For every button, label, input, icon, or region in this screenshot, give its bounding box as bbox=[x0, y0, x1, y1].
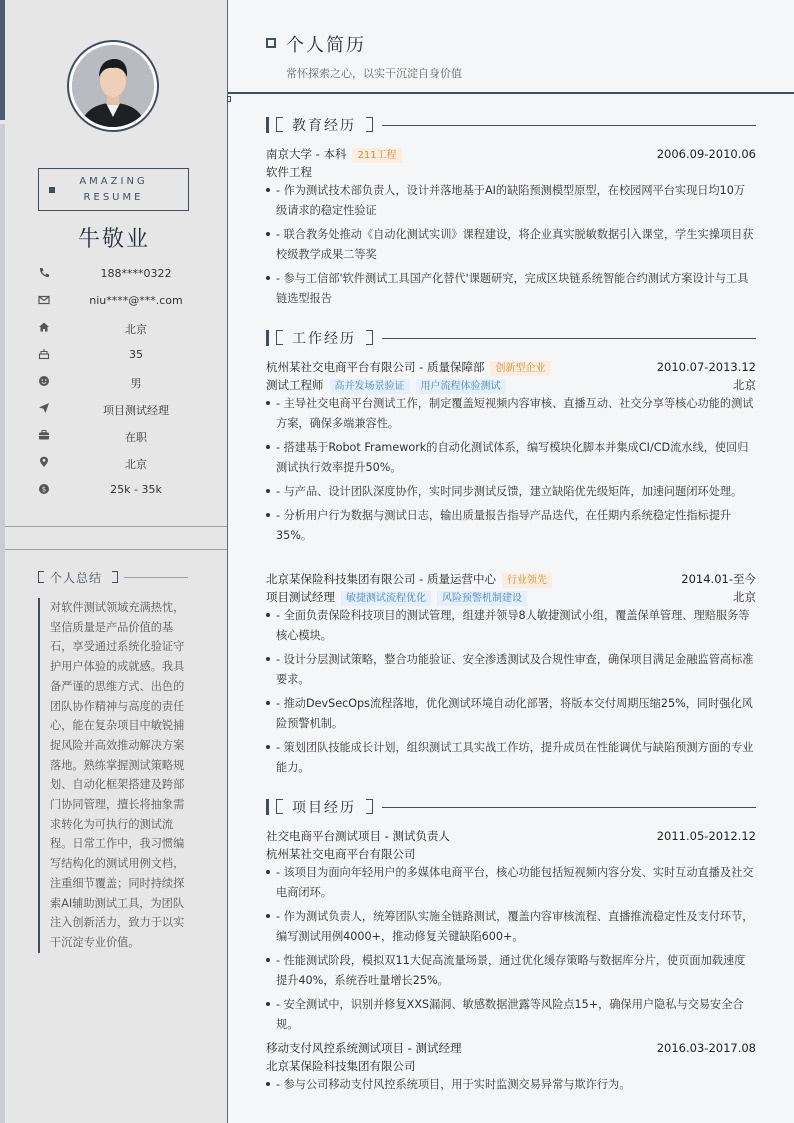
bullet-dot-icon bbox=[266, 745, 270, 749]
bullet-dot-icon bbox=[266, 613, 270, 617]
project-2-header bbox=[266, 1039, 756, 1057]
info-row-salary bbox=[0, 477, 228, 504]
info-row-age bbox=[0, 342, 228, 369]
education-major: 软件工程 bbox=[266, 165, 312, 179]
section-title: 工作经历 bbox=[292, 331, 356, 347]
section-title: 教育经历 bbox=[292, 118, 356, 134]
bracket-left-icon bbox=[276, 799, 283, 814]
title-divider bbox=[228, 92, 794, 94]
section-heading-work bbox=[266, 329, 756, 347]
bracket-left-icon bbox=[276, 330, 283, 345]
avatar-photo bbox=[72, 45, 154, 127]
avatar bbox=[67, 40, 159, 132]
job-1-role-row bbox=[266, 376, 756, 394]
bracket-right-icon bbox=[366, 330, 373, 345]
project-1-org-row bbox=[266, 845, 756, 863]
info-gender: 男 bbox=[130, 377, 142, 390]
bullet-dot-icon bbox=[266, 401, 270, 405]
list-item bbox=[266, 606, 756, 646]
section-heading-projects bbox=[266, 798, 756, 816]
project-org: 杭州某社交电商平台有限公司 bbox=[266, 847, 416, 861]
summary-title: 个人总结 bbox=[50, 571, 103, 585]
bullet-dot-icon bbox=[266, 958, 270, 962]
info-row-position bbox=[0, 396, 228, 423]
project-date: 2011.05-2012.12 bbox=[656, 829, 756, 843]
section-bar-icon bbox=[266, 799, 269, 815]
bracket-right-icon bbox=[366, 117, 373, 132]
list-item bbox=[266, 650, 756, 690]
list-item bbox=[266, 738, 756, 778]
bracket-right-icon bbox=[112, 571, 118, 583]
summary-heading bbox=[38, 569, 188, 585]
education-header bbox=[266, 145, 756, 163]
info-status: 在职 bbox=[125, 431, 147, 444]
bullet-text: - 主导社交电商平台测试工作，制定覆盖短视频内容审核、直播互动、社交分享等核心功能的测试方案，确保多端兼容性。 bbox=[276, 397, 754, 430]
job-date: 2014.01-至今 bbox=[681, 572, 756, 586]
company-tag: 创新型企业 bbox=[490, 361, 550, 376]
list-item bbox=[266, 438, 756, 478]
badge-line-1: AMAZING bbox=[79, 176, 148, 187]
badge-line-2: RESUME bbox=[83, 192, 144, 203]
list-item bbox=[266, 394, 756, 434]
project-2-org-row bbox=[266, 1057, 756, 1075]
sidebar-divider-top bbox=[5, 526, 227, 527]
badge-square-icon bbox=[49, 187, 55, 193]
info-row-location bbox=[0, 450, 228, 477]
project-2-bullets bbox=[266, 1075, 756, 1099]
bullet-text: - 性能测试阶段，模拟双11大促高流量场景，通过优化缓存策略与数据库分片，使页面加载速度提升40%，系统吞吐量增长25%。 bbox=[276, 954, 746, 987]
page-subtitle: 常怀探索之心，以实干沉淀自身价值 bbox=[286, 67, 462, 80]
company-tag: 行业领先 bbox=[502, 573, 552, 588]
project-1-header bbox=[266, 827, 756, 845]
bullet-dot-icon bbox=[266, 276, 270, 280]
bullet-text: - 搭建基于Robot Framework的自动化测试体系，编写模块化脚本并集成CI/CD流水线，使回归测试执行效率提升50%。 bbox=[276, 441, 749, 474]
info-row-email bbox=[0, 288, 228, 315]
bullet-dot-icon bbox=[266, 914, 270, 918]
list-item bbox=[266, 269, 756, 309]
bullet-text: - 分析用户行为数据与测试日志，输出质量报告指导产品迭代，在任期内系统稳定性指标提升35%。 bbox=[276, 509, 732, 542]
info-email: niu****@***.com bbox=[89, 294, 183, 307]
list-item bbox=[266, 951, 756, 991]
job-2-header bbox=[266, 570, 756, 588]
info-age: 35 bbox=[129, 348, 143, 361]
job-role: 测试工程师 bbox=[266, 378, 324, 392]
bullet-dot-icon bbox=[266, 1082, 270, 1086]
sidebar-accent-bar bbox=[0, 0, 5, 120]
bullet-text: - 联合教务处推动《自动化测试实训》课程建设，将企业真实脱敏数据引入课堂，学生实操项目获校级教学成果二等奖 bbox=[276, 228, 754, 261]
bullet-dot-icon bbox=[266, 513, 270, 517]
person-name: 牛敬业 bbox=[77, 227, 150, 252]
bullet-text: - 设计分层测试策略，整合功能验证、安全渗透测试及合规性审查，确保项目满足金融监管高标准要求。 bbox=[276, 653, 754, 686]
project-org: 北京某保险科技集团有限公司 bbox=[266, 1059, 416, 1073]
summary-rule bbox=[124, 577, 188, 578]
section-rule bbox=[382, 338, 756, 339]
list-item bbox=[266, 1075, 756, 1095]
job-1-bullets bbox=[266, 394, 756, 550]
bracket-right-icon bbox=[366, 799, 373, 814]
section-rule bbox=[382, 125, 756, 126]
info-position: 项目测试经理 bbox=[103, 404, 169, 417]
education-bullets bbox=[266, 181, 756, 313]
bullet-text: - 推动DevSecOps流程落地，优化测试环境自动化部署，将版本交付周期压缩25%，同时强化风险预警机制。 bbox=[276, 697, 753, 730]
bullet-text: - 策划团队技能成长计划，组织测试工具实战工作坊，提升成员在性能调优与缺陷预测方面的专业能力。 bbox=[276, 741, 754, 774]
bullet-text: - 作为测试负责人，统筹团队实施全链路测试，覆盖内容审核流程、直播推流稳定性及支付环节，编写测试用例4000+，推动修复关键缺陷600+。 bbox=[276, 910, 754, 943]
info-row-city bbox=[0, 315, 228, 342]
contact-info-list bbox=[0, 261, 228, 504]
info-phone: 188****0322 bbox=[100, 267, 172, 280]
section-heading-education bbox=[266, 116, 756, 134]
bullet-text: - 参与工信部'软件测试工具国产化替代'课题研究，完成区块链系统智能合约测试方案设计与工具链选型报告 bbox=[276, 272, 749, 305]
list-item bbox=[266, 225, 756, 265]
bullet-dot-icon bbox=[266, 657, 270, 661]
bullet-dot-icon bbox=[266, 188, 270, 192]
amazing-resume-badge bbox=[38, 168, 189, 211]
bullet-dot-icon bbox=[266, 445, 270, 449]
list-item bbox=[266, 863, 756, 903]
role-tag: 风险预警机制建设 bbox=[437, 591, 527, 606]
svg-text:$: $ bbox=[41, 485, 47, 494]
education-date: 2006.09-2010.06 bbox=[656, 147, 756, 161]
role-tag: 用户流程体验测试 bbox=[416, 379, 506, 394]
project-1-bullets bbox=[266, 863, 756, 1039]
bullet-text: - 与产品、设计团队深度协作，实时同步测试反馈，建立缺陷优先级矩阵，加速问题闭环处理。 bbox=[276, 485, 743, 498]
bullet-text: - 该项目为面向年轻用户的多媒体电商平台，核心功能包括短视频内容分发、实时互动直播及社交电商闭环。 bbox=[276, 866, 754, 899]
bullet-text: - 全面负责保险科技项目的测试管理，组建并领导8人敏捷测试小组，覆盖保单管理、理赔服务等核心模块。 bbox=[276, 609, 750, 642]
job-date: 2010.07-2013.12 bbox=[656, 360, 756, 374]
sidebar-divider-bottom bbox=[5, 549, 227, 550]
job-2-role-row bbox=[266, 588, 756, 606]
job-city: 北京 bbox=[733, 378, 756, 392]
page-title: 个人简历 bbox=[286, 35, 366, 56]
corner-mark bbox=[227, 96, 231, 102]
bullet-dot-icon bbox=[266, 701, 270, 705]
role-tag: 敏捷测试流程优化 bbox=[341, 591, 431, 606]
bullet-text: - 参与公司移动支付风控系统项目，用于实时监测交易异常与欺诈行为。 bbox=[276, 1078, 631, 1091]
list-item bbox=[266, 181, 756, 221]
info-row-phone bbox=[0, 261, 228, 288]
info-city: 北京 bbox=[125, 323, 147, 336]
section-bar-icon bbox=[266, 117, 269, 133]
job-company: 杭州某社交电商平台有限公司 - 质量保障部 bbox=[266, 360, 485, 374]
role-tag: 高并发场景验证 bbox=[330, 379, 410, 394]
section-bar-icon bbox=[266, 330, 269, 346]
list-item bbox=[266, 694, 756, 734]
section-title: 项目经历 bbox=[292, 800, 356, 816]
bullet-dot-icon bbox=[266, 870, 270, 874]
summary-text: 对软件测试领域充满热忱，坚信质量是产品价值的基石，享受通过系统化验证守护用户体验的成就感。我具备严谨的思维方式、出色的团队协作精神与高度的责任心，能在复杂项目中敏锐捕捉风险并高效推动解决方案落地。熟练掌握测试策略规划、自动化框架搭建及跨部门协同管理，擅长将抽象需求转化为可执行的测试流程。日常工作中，我习惯编写结构化的测试用例文档，注重细节覆盖；同时持续探索AI辅助测试工具，为团队注入创新活力，致力于以实干沉淀专业价值。 bbox=[38, 598, 186, 953]
education-major-row bbox=[266, 163, 756, 181]
info-row-status bbox=[0, 423, 228, 450]
bullet-dot-icon bbox=[266, 489, 270, 493]
list-item bbox=[266, 907, 756, 947]
title-square-icon bbox=[266, 38, 276, 48]
school-tag: 211工程 bbox=[352, 148, 401, 163]
list-item bbox=[266, 506, 756, 546]
project-name: 社交电商平台测试项目 - 测试负责人 bbox=[266, 829, 450, 843]
job-1-header bbox=[266, 358, 756, 376]
bullet-text: - 安全测试中，识别并修复XXS漏洞、敏感数据泄露等风险点15+，确保用户隐私与交易安全合规。 bbox=[276, 998, 744, 1031]
info-salary: 25k - 35k bbox=[110, 483, 162, 496]
job-2-bullets bbox=[266, 606, 756, 782]
sidebar bbox=[0, 0, 228, 1123]
project-date: 2016.03-2017.08 bbox=[656, 1041, 756, 1055]
job-role: 项目测试经理 bbox=[266, 590, 335, 604]
bullet-text: - 作为测试技术部负责人，设计并落地基于AI的缺陷预测模型原型，在校园网平台实现日均10万级请求的稳定性验证 bbox=[276, 184, 746, 217]
main-content bbox=[228, 0, 794, 1123]
job-city: 北京 bbox=[733, 590, 756, 604]
info-location: 北京 bbox=[125, 458, 147, 471]
school-line: 南京大学 - 本科 bbox=[266, 147, 347, 161]
job-company: 北京某保险科技集团有限公司 - 质量运营中心 bbox=[266, 572, 496, 586]
bullet-dot-icon bbox=[266, 1002, 270, 1006]
bracket-left-icon bbox=[38, 571, 44, 583]
info-row-gender bbox=[0, 369, 228, 396]
bullet-dot-icon bbox=[266, 232, 270, 236]
project-name: 移动支付风控系统测试项目 - 测试经理 bbox=[266, 1041, 462, 1055]
bracket-left-icon bbox=[276, 117, 283, 132]
list-item bbox=[266, 482, 756, 502]
list-item bbox=[266, 995, 756, 1035]
section-rule bbox=[382, 807, 756, 808]
